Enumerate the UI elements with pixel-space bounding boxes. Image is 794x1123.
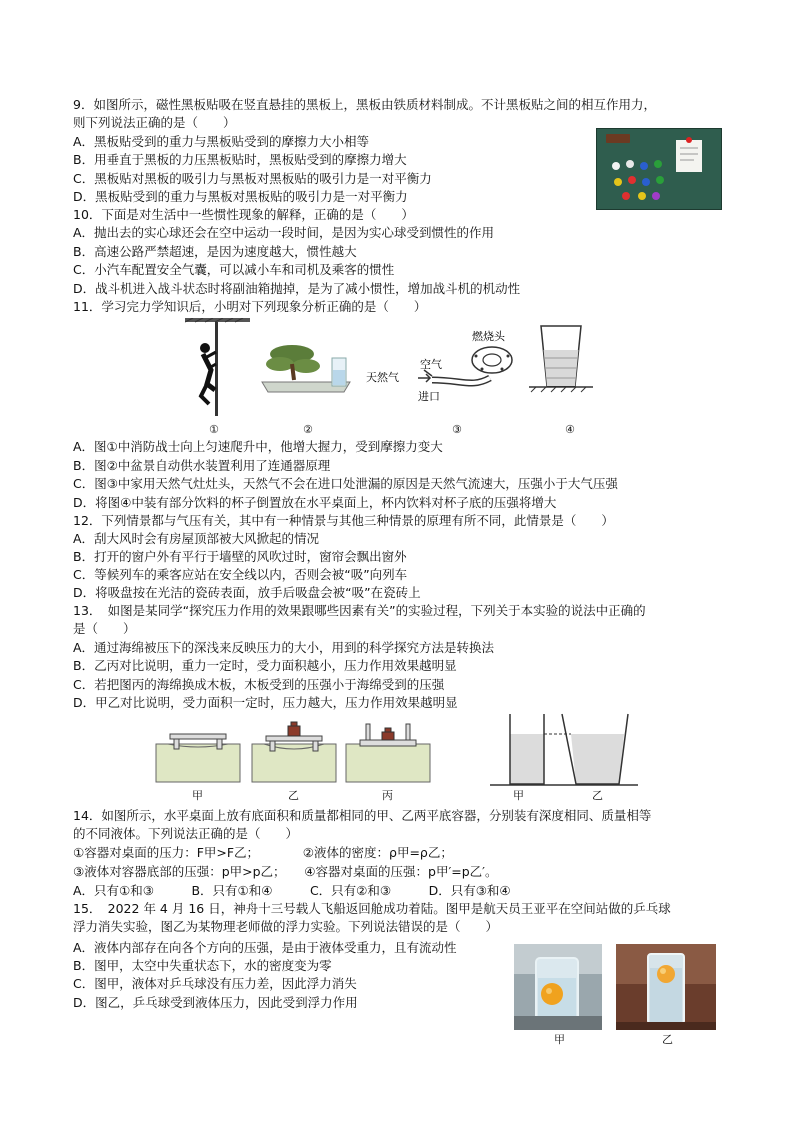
gas-label: 天然气 [366,371,399,384]
q11-stem: 11．学习完力学知识后，小明对下列现象分析正确的是（ ） [73,299,427,314]
q11-option-b: B．图②中盆景自动供水装置利用了连通器原理 [73,458,331,473]
q10-option-b: B．高速公路严禁超速，是因为速度越大，惯性越大 [73,244,357,259]
q14-statements-1-2: ①容器对桌面的压力：F甲>F乙； ②液体的密度：ρ甲=ρ乙； [73,845,453,860]
sponge-experiment-bing [344,720,432,784]
q14-statements-3-4: ③液体对容器底部的压强：p甲>p乙； ④容器对桌面的压强：p甲′=p乙′。 [73,864,498,879]
teacher-buoyancy-photo [616,944,716,1030]
sponge-experiment-jia [154,722,242,784]
q9-option-d: D．黑板贴受到的重力与黑板对黑板贴的吸引力是一对平衡力 [73,189,408,204]
bonsai-watering-figure [260,340,355,402]
q14-label-yi: 乙 [592,789,603,802]
inlet-label: 进口 [418,390,440,403]
q10-option-d: D．战斗机进入战斗状态时将副油箱抛掉，是为了减小惯性，增加战斗机的机动性 [73,281,521,296]
q12-option-c: C．等候列车的乘客应站在安全线以内，否则会被“吸”向列车 [73,567,408,582]
q12-option-d: D．将吸盘按在光洁的瓷砖表面，放手后吸盘会被“吸”在瓷砖上 [73,585,421,600]
q12-option-a: A．刮大风时会有房屋顶部被大风掀起的情况 [73,531,320,546]
sponge-experiment-yi [250,716,338,784]
q9-stem-line1: 9．如图所示，磁性黑板贴吸在竖直悬挂的黑板上，黑板由铁质材料制成。不计黑板贴之间的相互作用力， [73,97,656,112]
q14-stem-line2: 的不同液体。下列说法正确的是（ ） [73,826,299,841]
fig-label-2: ② [303,423,313,436]
q10-option-a: A．抛出去的实心球还会在空中运动一段时间，是因为实心球受到惯性的作用 [73,225,495,240]
q12-stem: 12．下列情景都与气压有关，其中有一种情景与其他三种情景的原理有所不同，此情景是（ ） [73,513,614,528]
q9-option-b: B．用垂直于黑板的力压黑板贴时，黑板贴受到的摩擦力增大 [73,152,407,167]
q14-stem-line1: 14．如图所示，水平桌面上放有底面积和质量都相同的甲、乙两平底容器，分别装有深度相同、质量相等 [73,808,652,823]
q15-option-b: B．图甲，太空中失重状态下，水的密度变为零 [73,958,332,973]
containers-figure [490,712,638,788]
q15-stem-line1: 15． 2022 年 4 月 16 日，神舟十三号载人飞船返回舱成功着陆。图甲是航天员王亚平在空间站做的乒乓球 [73,901,671,916]
q13-label-bing: 丙 [382,789,393,802]
q15-option-c: C．图甲，液体对乒乓球没有压力差，因此浮力消失 [73,976,357,991]
q13-stem-line1: 13． 如图是某同学“探究压力作用的效果跟哪些因素有关”的实验过程，下列关于本实验的说法中正确的 [73,603,646,618]
q15-label-yi: 乙 [662,1033,673,1046]
blackboard-magnets-photo [596,128,722,210]
fig-label-3: ③ [452,423,462,436]
q11-option-c: C．图③中家用天然气灶灶头，天然气不会在进口处泄漏的原因是天然气流速大，压强小于大气压强 [73,476,618,491]
q14-label-jia: 甲 [513,789,524,802]
q11-option-a: A．图①中消防战士向上匀速爬升中，他增大握力，受到摩擦力变大 [73,439,443,454]
space-pingpong-photo [514,944,602,1030]
q13-option-c: C．若把图丙的海绵换成木板，木板受到的压强小于海绵受到的压强 [73,677,445,692]
firefighter-pole-figure [185,318,250,418]
q15-option-d: D．图乙，乒乓球受到液体压力，因此受到浮力作用 [73,995,358,1010]
q10-stem: 10．下面是对生活中一些惯性现象的解释，正确的是（ ） [73,207,414,222]
q13-label-jia: 甲 [192,789,203,802]
q11-option-d: D．将图④中装有部分饮料的杯子倒置放在水平桌面上，杯内饮料对杯子底的压强将增大 [73,495,557,510]
q9-option-c: C．黑板贴对黑板的吸引力与黑板对黑板贴的吸引力是一对平衡力 [73,171,432,186]
q14-choices: A．只有①和③ B．只有①和④ C．只有②和③ D．只有③和④ [73,883,511,898]
fig-label-1: ① [209,423,219,436]
q9-option-a: A．黑板贴受到的重力与黑板贴受到的摩擦力大小相等 [73,134,370,149]
q13-label-yi: 乙 [288,789,299,802]
air-label: 空气 [420,358,442,371]
q9-stem-line2: 则下列说法正确的是（ ） [73,115,236,130]
q13-stem-line2: 是（ ） [73,621,136,636]
q13-option-a: A．通过海绵被压下的深浅来反映压力的大小，用到的科学探究方法是转换法 [73,640,495,655]
cup-liquid-figure [525,322,595,394]
burner-label: 燃烧头 [472,330,505,343]
q10-option-c: C．小汽车配置安全气囊，可以减小车和司机及乘客的惯性 [73,262,395,277]
q15-label-jia: 甲 [554,1033,565,1046]
q15-option-a: A．液体内部存在向各个方向的压强，是由于液体受重力，且有流动性 [73,940,457,955]
fig-label-4: ④ [565,423,575,436]
q13-option-b: B．乙丙对比说明，重力一定时，受力面积越小，压力作用效果越明显 [73,658,457,673]
q13-option-d: D．甲乙对比说明，受力面积一定时，压力越大，压力作用效果越明显 [73,695,458,710]
q15-stem-line2: 浮力消失实验，图乙为某物理老师做的浮力实验。下列说法错误的是（ ） [73,919,499,934]
q12-option-b: B．打开的窗户外有平行于墙壁的风吹过时，窗帘会飘出窗外 [73,549,407,564]
gas-stove-figure [362,328,527,406]
